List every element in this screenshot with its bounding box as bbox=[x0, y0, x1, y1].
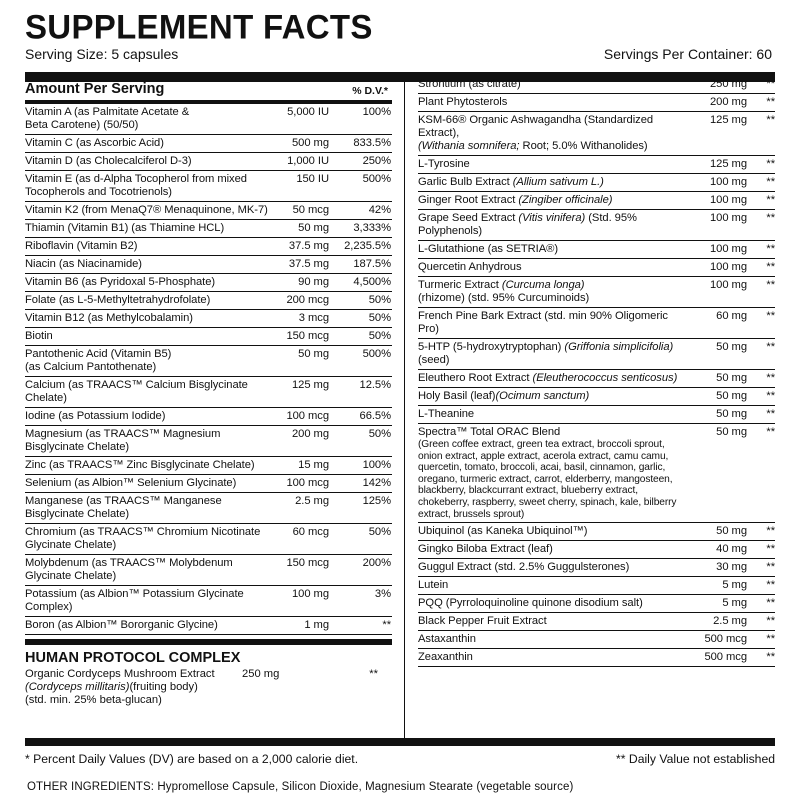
ingredient-dv: 50% bbox=[368, 526, 391, 538]
ingredient-amount: 500 mcg bbox=[704, 633, 747, 646]
ingredient-name bbox=[418, 579, 693, 592]
ingredient-name-line2: Beta Carotene) (50/50) bbox=[25, 119, 139, 131]
ingredient-amount: 50 mcg bbox=[292, 204, 329, 216]
ingredient-dv: ** bbox=[766, 597, 775, 610]
ingredient-name-text: L-Tyrosine bbox=[418, 158, 470, 170]
footnote-dv: * Percent Daily Values (DV) are based on a 2,000 calorie diet. bbox=[25, 752, 359, 766]
ingredient-name-text: Astaxanthin bbox=[418, 633, 476, 646]
ingredient-name bbox=[418, 651, 693, 664]
ingredient-dv: 12.5% bbox=[359, 379, 391, 391]
footnotes bbox=[25, 752, 775, 766]
ingredient-name bbox=[418, 212, 693, 238]
ingredient-amount: 100 mg bbox=[291, 588, 329, 600]
ingredient-name bbox=[418, 525, 693, 538]
ingredient-name bbox=[25, 106, 277, 132]
ingredient-row bbox=[418, 424, 775, 523]
ingredient-row bbox=[25, 408, 392, 426]
ingredient-amount: 100 mg bbox=[709, 212, 747, 224]
ingredient-amount: 90 mg bbox=[298, 276, 329, 288]
ingredient-dv: ** bbox=[766, 114, 775, 126]
ingredient-name-text: Lutein bbox=[418, 579, 449, 592]
ingredient-amount: 200 mcg bbox=[286, 294, 329, 306]
ingredient-name-text: Turmeric Extract bbox=[418, 279, 502, 291]
ingredient-name bbox=[25, 258, 277, 271]
ingredient-name-line2: Bisglycinate Chelate) bbox=[25, 441, 130, 453]
ingredient-row bbox=[25, 346, 392, 377]
ingredient-dv: ** bbox=[766, 651, 775, 664]
ingredient-latin-name: (Allium sativum L.) bbox=[512, 176, 604, 188]
ingredient-name-text: Iodine (as Potassium Iodide) bbox=[25, 410, 166, 422]
ingredient-dv: 50% bbox=[368, 330, 391, 342]
ingredient-amount: 125 mg bbox=[291, 379, 329, 391]
ingredient-row bbox=[25, 171, 392, 202]
ingredient-amount: 100 mg bbox=[709, 279, 747, 291]
ingredient-dv: 100% bbox=[362, 459, 391, 471]
ingredient-amount: 50 mg bbox=[716, 426, 747, 438]
ingredient-amount: 5,000 IU bbox=[287, 106, 329, 118]
ingredient-name bbox=[25, 204, 277, 217]
ingredient-name-text: Plant Phytosterols bbox=[418, 96, 508, 108]
ingredient-name bbox=[418, 372, 693, 385]
ingredient-name-text: Pantothenic Acid (Vitamin B5) bbox=[25, 348, 172, 360]
ingredient-name bbox=[25, 276, 277, 289]
complex-row bbox=[25, 666, 392, 707]
ingredient-row bbox=[418, 388, 775, 406]
ingredient-dv: ** bbox=[766, 212, 775, 224]
ingredient-latin-name: (Eleutherococcus senticosus) bbox=[532, 372, 678, 384]
ingredient-dv: ** bbox=[766, 341, 775, 353]
section-divider-bar bbox=[25, 639, 392, 645]
ingredient-name-line2: Glycinate Chelate) bbox=[25, 539, 117, 551]
ingredient-dv: ** bbox=[766, 158, 775, 170]
ingredient-amount: 5 mg bbox=[722, 597, 747, 610]
ingredient-name-text: Zinc (as TRAACS™ Zinc Bisglycinate Chelate) bbox=[25, 459, 255, 471]
ingredient-amount: 3 mcg bbox=[298, 312, 329, 324]
ingredient-amount: 15 mg bbox=[298, 459, 329, 471]
ingredient-dv: ** bbox=[766, 561, 775, 574]
ingredient-row bbox=[25, 493, 392, 524]
ingredient-name-text: Holy Basil (leaf) bbox=[418, 390, 496, 402]
ingredient-amount: 2.5 mg bbox=[713, 615, 747, 628]
ingredient-name bbox=[25, 312, 277, 325]
ingredient-dv: ** bbox=[766, 96, 775, 108]
ingredient-row bbox=[418, 259, 775, 277]
ingredient-amount: 50 mg bbox=[716, 372, 747, 384]
ingredient-amount: 50 mg bbox=[298, 222, 329, 234]
ingredient-name-text: Vitamin C (as Ascorbic Acid) bbox=[25, 137, 164, 149]
ingredient-name-text: Zeaxanthin bbox=[418, 651, 473, 664]
right-rows bbox=[418, 76, 775, 667]
ingredient-amount: 37.5 mg bbox=[288, 240, 329, 252]
ingredient-name-text: Vitamin B12 (as Methylcobalamin) bbox=[25, 312, 193, 324]
ingredient-amount: 60 mg bbox=[716, 310, 747, 322]
ingredient-name bbox=[25, 428, 277, 454]
serving-info bbox=[25, 46, 775, 63]
ingredient-row bbox=[25, 256, 392, 274]
ingredient-row bbox=[25, 426, 392, 457]
ingredient-name-text: Strontium (as citrate) bbox=[418, 78, 521, 90]
amount-per-serving-label: Amount Per Serving bbox=[25, 81, 165, 97]
ingredient-name bbox=[418, 341, 693, 367]
ingredient-name bbox=[418, 561, 693, 574]
ingredient-name-text: KSM-66® Organic Ashwagandha (Standardized Extract), bbox=[418, 114, 654, 139]
ingredient-dv: ** bbox=[766, 176, 775, 188]
ingredient-name-text: PQQ (Pyrroloquinoline quinone disodium salt) bbox=[418, 597, 643, 610]
ingredient-dv: 3,333% bbox=[353, 222, 391, 234]
ingredient-dv: ** bbox=[766, 78, 775, 90]
ingredient-name bbox=[418, 390, 693, 403]
ingredient-name-text: Garlic Bulb Extract bbox=[418, 176, 513, 188]
ingredient-dv: ** bbox=[766, 310, 775, 322]
ingredient-row bbox=[418, 174, 775, 192]
ingredient-name-text: Selenium (as Albion™ Selenium Glycinate) bbox=[25, 477, 237, 489]
ingredient-dv: ** bbox=[766, 543, 775, 556]
ingredient-row bbox=[25, 377, 392, 408]
ingredient-name bbox=[418, 114, 693, 153]
ingredient-amount: 500 mg bbox=[291, 137, 329, 149]
ingredient-row bbox=[418, 541, 775, 559]
ingredient-name-text: Vitamin B6 (as Pyridoxal 5-Phosphate) bbox=[25, 276, 216, 288]
left-rows bbox=[25, 104, 404, 635]
ingredient-amount: 100 mg bbox=[709, 176, 747, 188]
ingredient-name bbox=[25, 240, 277, 253]
ingredient-row bbox=[418, 156, 775, 174]
ingredient-dv: 3% bbox=[374, 588, 391, 600]
ingredient-row bbox=[25, 238, 392, 256]
facts-columns bbox=[25, 76, 775, 742]
ingredient-row bbox=[25, 153, 392, 171]
ingredient-name bbox=[25, 379, 277, 405]
ingredient-name bbox=[25, 619, 277, 632]
ingredient-name bbox=[418, 96, 693, 109]
ingredient-name bbox=[418, 543, 693, 556]
ingredient-amount: 100 mg bbox=[709, 194, 747, 206]
ingredient-dv: 833.5% bbox=[353, 137, 391, 149]
ingredient-name-detail: Root; 5.0% Withanolides) bbox=[519, 140, 648, 152]
ingredient-amount: 1,000 IU bbox=[287, 155, 329, 167]
ingredient-dv: 500% bbox=[362, 173, 391, 185]
ingredient-dv: 4,500% bbox=[353, 276, 391, 288]
ingredient-name-text: Magnesium (as TRAACS™ Magnesium bbox=[25, 428, 221, 440]
ingredient-name bbox=[25, 294, 277, 307]
ingredient-dv: 50% bbox=[368, 294, 391, 306]
ingredient-name-text: Boron (as Albion™ Bororganic Glycine) bbox=[25, 619, 218, 631]
ingredient-amount: 125 mg bbox=[709, 114, 747, 126]
ingredient-dv: ** bbox=[766, 579, 775, 592]
ingredient-name bbox=[418, 158, 693, 171]
ingredient-amount: 37.5 mg bbox=[288, 258, 329, 270]
ingredient-dv: ** bbox=[766, 243, 775, 255]
ingredient-row bbox=[418, 370, 775, 388]
bottom-divider-bar bbox=[25, 738, 775, 746]
ingredient-name bbox=[418, 279, 693, 305]
ingredient-row bbox=[418, 210, 775, 241]
ingredient-row bbox=[418, 613, 775, 631]
ingredient-name bbox=[25, 410, 277, 423]
ingredient-name bbox=[418, 633, 693, 646]
ingredient-name-text: Thiamin (Vitamin B1) (as Thiamine HCL) bbox=[25, 222, 225, 234]
ingredient-row bbox=[418, 649, 775, 667]
ingredient-name-text: Grape Seed Extract bbox=[418, 212, 519, 224]
ingredient-name bbox=[25, 526, 277, 552]
ingredient-amount: 50 mg bbox=[716, 341, 747, 353]
ingredient-row bbox=[25, 274, 392, 292]
ingredient-name-text: Spectra™ Total ORAC Blend bbox=[418, 426, 561, 438]
ingredient-row bbox=[418, 523, 775, 541]
ingredient-latin-name: (Curcuma longa) bbox=[501, 279, 585, 291]
ingredient-name bbox=[25, 557, 277, 583]
ingredient-dv: 50% bbox=[368, 428, 391, 440]
ingredient-name bbox=[418, 426, 693, 520]
ingredient-name-text: Ubiquinol (as Kaneka Ubiquinol™) bbox=[418, 525, 588, 538]
ingredient-name-text: Gingko Biloba Extract (leaf) bbox=[418, 543, 553, 556]
ingredient-row bbox=[25, 475, 392, 493]
ingredient-row bbox=[418, 406, 775, 424]
ingredient-dv: ** bbox=[766, 372, 775, 384]
ingredient-dv: 250% bbox=[362, 155, 391, 167]
ingredient-name bbox=[25, 155, 277, 168]
ingredient-row bbox=[418, 339, 775, 370]
ingredient-row bbox=[418, 595, 775, 613]
ingredient-row bbox=[25, 202, 392, 220]
ingredient-name bbox=[418, 194, 693, 207]
ingredient-name-text: Biotin bbox=[25, 330, 53, 342]
ingredient-name bbox=[418, 261, 693, 274]
ingredient-name-text: French Pine Bark Extract (std. min 90% Oligomeric Pro) bbox=[418, 310, 668, 335]
ingredient-name-text: Eleuthero Root Extract bbox=[418, 372, 533, 384]
dv-header-label: % D.V.* bbox=[352, 85, 388, 97]
ingredient-row bbox=[25, 104, 392, 135]
ingredient-name bbox=[418, 615, 693, 628]
ingredient-name bbox=[418, 243, 693, 256]
ingredient-dv: ** bbox=[766, 390, 775, 402]
complex-ingredient-name: Organic Cordyceps Mushroom Extract (Cordyceps millitaris)(fruiting body) (std. min. 25% beta-glucan) bbox=[25, 668, 215, 706]
ingredient-dv: 200% bbox=[362, 557, 391, 569]
ingredient-row bbox=[25, 524, 392, 555]
ingredient-row bbox=[418, 76, 775, 94]
left-column bbox=[25, 76, 405, 742]
ingredient-amount: 50 mg bbox=[298, 348, 329, 360]
ingredient-name bbox=[25, 459, 277, 472]
ingredient-name-text: Quercetin Anhydrous bbox=[418, 261, 522, 273]
ingredient-dv: 125% bbox=[362, 495, 391, 507]
ingredient-amount: 150 IU bbox=[296, 173, 329, 185]
page-title: SUPPLEMENT FACTS bbox=[25, 6, 373, 46]
ingredient-amount: 30 mg bbox=[716, 561, 747, 574]
ingredient-dv: 187.5% bbox=[353, 258, 391, 270]
ingredient-dv: ** bbox=[766, 408, 775, 420]
ingredient-name-text: Chromium (as TRAACS™ Chromium Nicotinate bbox=[25, 526, 261, 538]
ingredient-latin-name: (Griffonia simplicifolia) bbox=[564, 341, 674, 353]
ingredient-latin-name: (Withania somnifera; bbox=[418, 140, 520, 152]
ingredient-amount: 1 mg bbox=[304, 619, 329, 631]
ingredient-row bbox=[25, 586, 392, 617]
ingredient-name-text: 5-HTP (5-hydroxytryptophan) bbox=[418, 341, 565, 353]
ingredient-amount: 500 mcg bbox=[704, 651, 747, 664]
ingredient-name bbox=[418, 78, 693, 91]
ingredient-dv: 100% bbox=[362, 106, 391, 118]
complex-title: HUMAN PROTOCOL COMPLEX bbox=[25, 650, 241, 666]
footnote-not-established: ** Daily Value not established bbox=[616, 752, 775, 766]
ingredient-name bbox=[25, 330, 277, 343]
ingredient-name bbox=[418, 597, 693, 610]
ingredient-name-text: Niacin (as Niacinamide) bbox=[25, 258, 142, 270]
ingredient-amount: 125 mg bbox=[709, 158, 747, 170]
ingredient-amount: 2.5 mg bbox=[295, 495, 329, 507]
ingredient-name-line2: (as Calcium Pantothenate) bbox=[25, 361, 157, 373]
ingredient-dv: ** bbox=[766, 525, 775, 538]
servings-per-container: Servings Per Container: 60 bbox=[603, 46, 772, 62]
ingredient-dv: ** bbox=[766, 615, 775, 628]
ingredient-row bbox=[418, 94, 775, 112]
complex-amount: 250 mg bbox=[242, 668, 280, 680]
ingredient-name-text: Vitamin D (as Cholecalciferol D-3) bbox=[25, 155, 192, 167]
ingredient-dv: 42% bbox=[368, 204, 391, 216]
ingredient-dv: 2,235.5% bbox=[344, 240, 391, 252]
ingredient-row bbox=[418, 577, 775, 595]
ingredient-amount: 50 mg bbox=[716, 390, 747, 402]
label-header bbox=[25, 8, 775, 82]
ingredient-name-line2: Tocopherols and Tocotrienols) bbox=[25, 186, 172, 198]
ingredient-dv: ** bbox=[766, 426, 775, 438]
ingredient-latin-name: (Zingiber officinale) bbox=[518, 194, 613, 206]
ingredient-name-text: Vitamin A (as Palmitate Acetate & bbox=[25, 106, 190, 118]
ingredient-dv: ** bbox=[766, 279, 775, 291]
ingredient-row bbox=[25, 292, 392, 310]
ingredient-amount: 50 mg bbox=[716, 525, 747, 538]
complex-dv: ** bbox=[369, 668, 378, 680]
blend-ingredients: (Green coffee extract, green tea extract, broccoli sprout, onion extract, apple extract, acerola extract, camu camu, quercetin, tomato, broccoli, acai, basil, cinnamon, garlic, oregano, turmeric extract, carrot, elderberry, mangosteen, blackberry, blackcurrant extract, blueberry extract, chokeberry, raspberry, sweet cherry, spinach, kale, bilberry extract, brussels sprout) bbox=[418, 439, 677, 520]
right-column bbox=[405, 76, 775, 742]
ingredient-name bbox=[418, 310, 693, 336]
ingredient-name-text: Vitamin E (as d-Alpha Tocopherol from mixed bbox=[25, 173, 247, 185]
ingredient-row bbox=[25, 555, 392, 586]
ingredient-amount: 100 mg bbox=[709, 243, 747, 255]
ingredient-amount: 150 mcg bbox=[286, 557, 329, 569]
ingredient-amount: 100 mg bbox=[709, 261, 747, 273]
ingredient-dv: ** bbox=[766, 261, 775, 273]
ingredient-amount: 50 mg bbox=[716, 408, 747, 420]
ingredient-latin-name: (Ocimum sanctum) bbox=[495, 390, 590, 402]
ingredient-name bbox=[25, 173, 277, 199]
ingredient-row bbox=[25, 310, 392, 328]
ingredient-amount: 60 mcg bbox=[292, 526, 329, 538]
ingredient-row bbox=[418, 631, 775, 649]
ingredient-name-text: Vitamin K2 (from MenaQ7® Menaquinone, MK-7) bbox=[25, 204, 268, 216]
ingredient-row bbox=[418, 112, 775, 156]
ingredient-name-line2: Glycinate Chelate) bbox=[25, 570, 117, 582]
ingredient-amount: 5 mg bbox=[722, 579, 747, 592]
ingredient-name bbox=[25, 477, 277, 490]
ingredient-row bbox=[418, 559, 775, 577]
ingredient-row bbox=[25, 328, 392, 346]
ingredient-amount: 250 mg bbox=[709, 78, 747, 90]
ingredient-row bbox=[418, 241, 775, 259]
ingredient-dv: 50% bbox=[368, 312, 391, 324]
ingredient-amount: 200 mg bbox=[291, 428, 329, 440]
ingredient-name-detail: (Std. 95% Polyphenols) bbox=[418, 212, 637, 237]
ingredient-row bbox=[418, 277, 775, 308]
ingredient-name-text: Folate (as L-5-Methyltetrahydrofolate) bbox=[25, 294, 211, 306]
ingredient-name bbox=[418, 176, 693, 189]
ingredient-name bbox=[25, 137, 277, 150]
amount-header bbox=[25, 76, 392, 104]
ingredient-name-text: Molybdenum (as TRAACS™ Molybdenum bbox=[25, 557, 233, 569]
other-ingredients: OTHER INGREDIENTS: Hypromellose Capsule, Silicon Dioxide, Magnesium Stearate (vegetable source) bbox=[27, 781, 574, 793]
ingredient-name-text: Manganese (as TRAACS™ Manganese bbox=[25, 495, 222, 507]
ingredient-row bbox=[418, 192, 775, 210]
ingredient-row bbox=[25, 617, 392, 635]
ingredient-name bbox=[25, 588, 277, 614]
ingredient-amount: 100 mcg bbox=[286, 477, 329, 489]
ingredient-name bbox=[25, 495, 277, 521]
ingredient-amount: 150 mcg bbox=[286, 330, 329, 342]
ingredient-amount: 100 mcg bbox=[286, 410, 329, 422]
ingredient-latin-name: (Vitis vinifera) bbox=[518, 212, 586, 224]
ingredient-row bbox=[25, 457, 392, 475]
ingredient-amount: 40 mg bbox=[716, 543, 747, 556]
ingredient-name bbox=[25, 348, 277, 374]
ingredient-amount: 200 mg bbox=[709, 96, 747, 108]
ingredient-dv: 500% bbox=[362, 348, 391, 360]
ingredient-dv: ** bbox=[382, 619, 391, 631]
serving-size: Serving Size: 5 capsules bbox=[25, 46, 179, 62]
ingredient-row bbox=[25, 220, 392, 238]
ingredient-row bbox=[418, 308, 775, 339]
ingredient-name-line2: Bisglycinate Chelate) bbox=[25, 508, 130, 520]
ingredient-name bbox=[418, 408, 693, 421]
ingredient-dv: ** bbox=[766, 194, 775, 206]
ingredient-name-text: Black Pepper Fruit Extract bbox=[418, 615, 547, 628]
ingredient-name-text: Riboflavin (Vitamin B2) bbox=[25, 240, 138, 252]
ingredient-name-text: Calcium (as TRAACS™ Calcium Bisglycinate Chelate) bbox=[25, 379, 248, 404]
ingredient-dv: 142% bbox=[362, 477, 391, 489]
ingredient-dv: ** bbox=[766, 633, 775, 646]
ingredient-name-detail: (seed) bbox=[418, 354, 450, 366]
ingredient-name-text: Ginger Root Extract bbox=[418, 194, 519, 206]
ingredient-name-text: Potassium (as Albion™ Potassium Glycinate Complex) bbox=[25, 588, 244, 613]
ingredient-name-text: L-Glutathione (as SETRIA®) bbox=[418, 243, 559, 255]
ingredient-name-text: Guggul Extract (std. 2.5% Guggulsterones) bbox=[418, 561, 630, 574]
ingredient-dv: 66.5% bbox=[359, 410, 391, 422]
ingredient-name-text: L-Theanine bbox=[418, 408, 475, 420]
ingredient-name bbox=[25, 222, 277, 235]
ingredient-name-line2: (rhizome) (std. 95% Curcuminoids) bbox=[418, 292, 590, 304]
ingredient-row bbox=[25, 135, 392, 153]
